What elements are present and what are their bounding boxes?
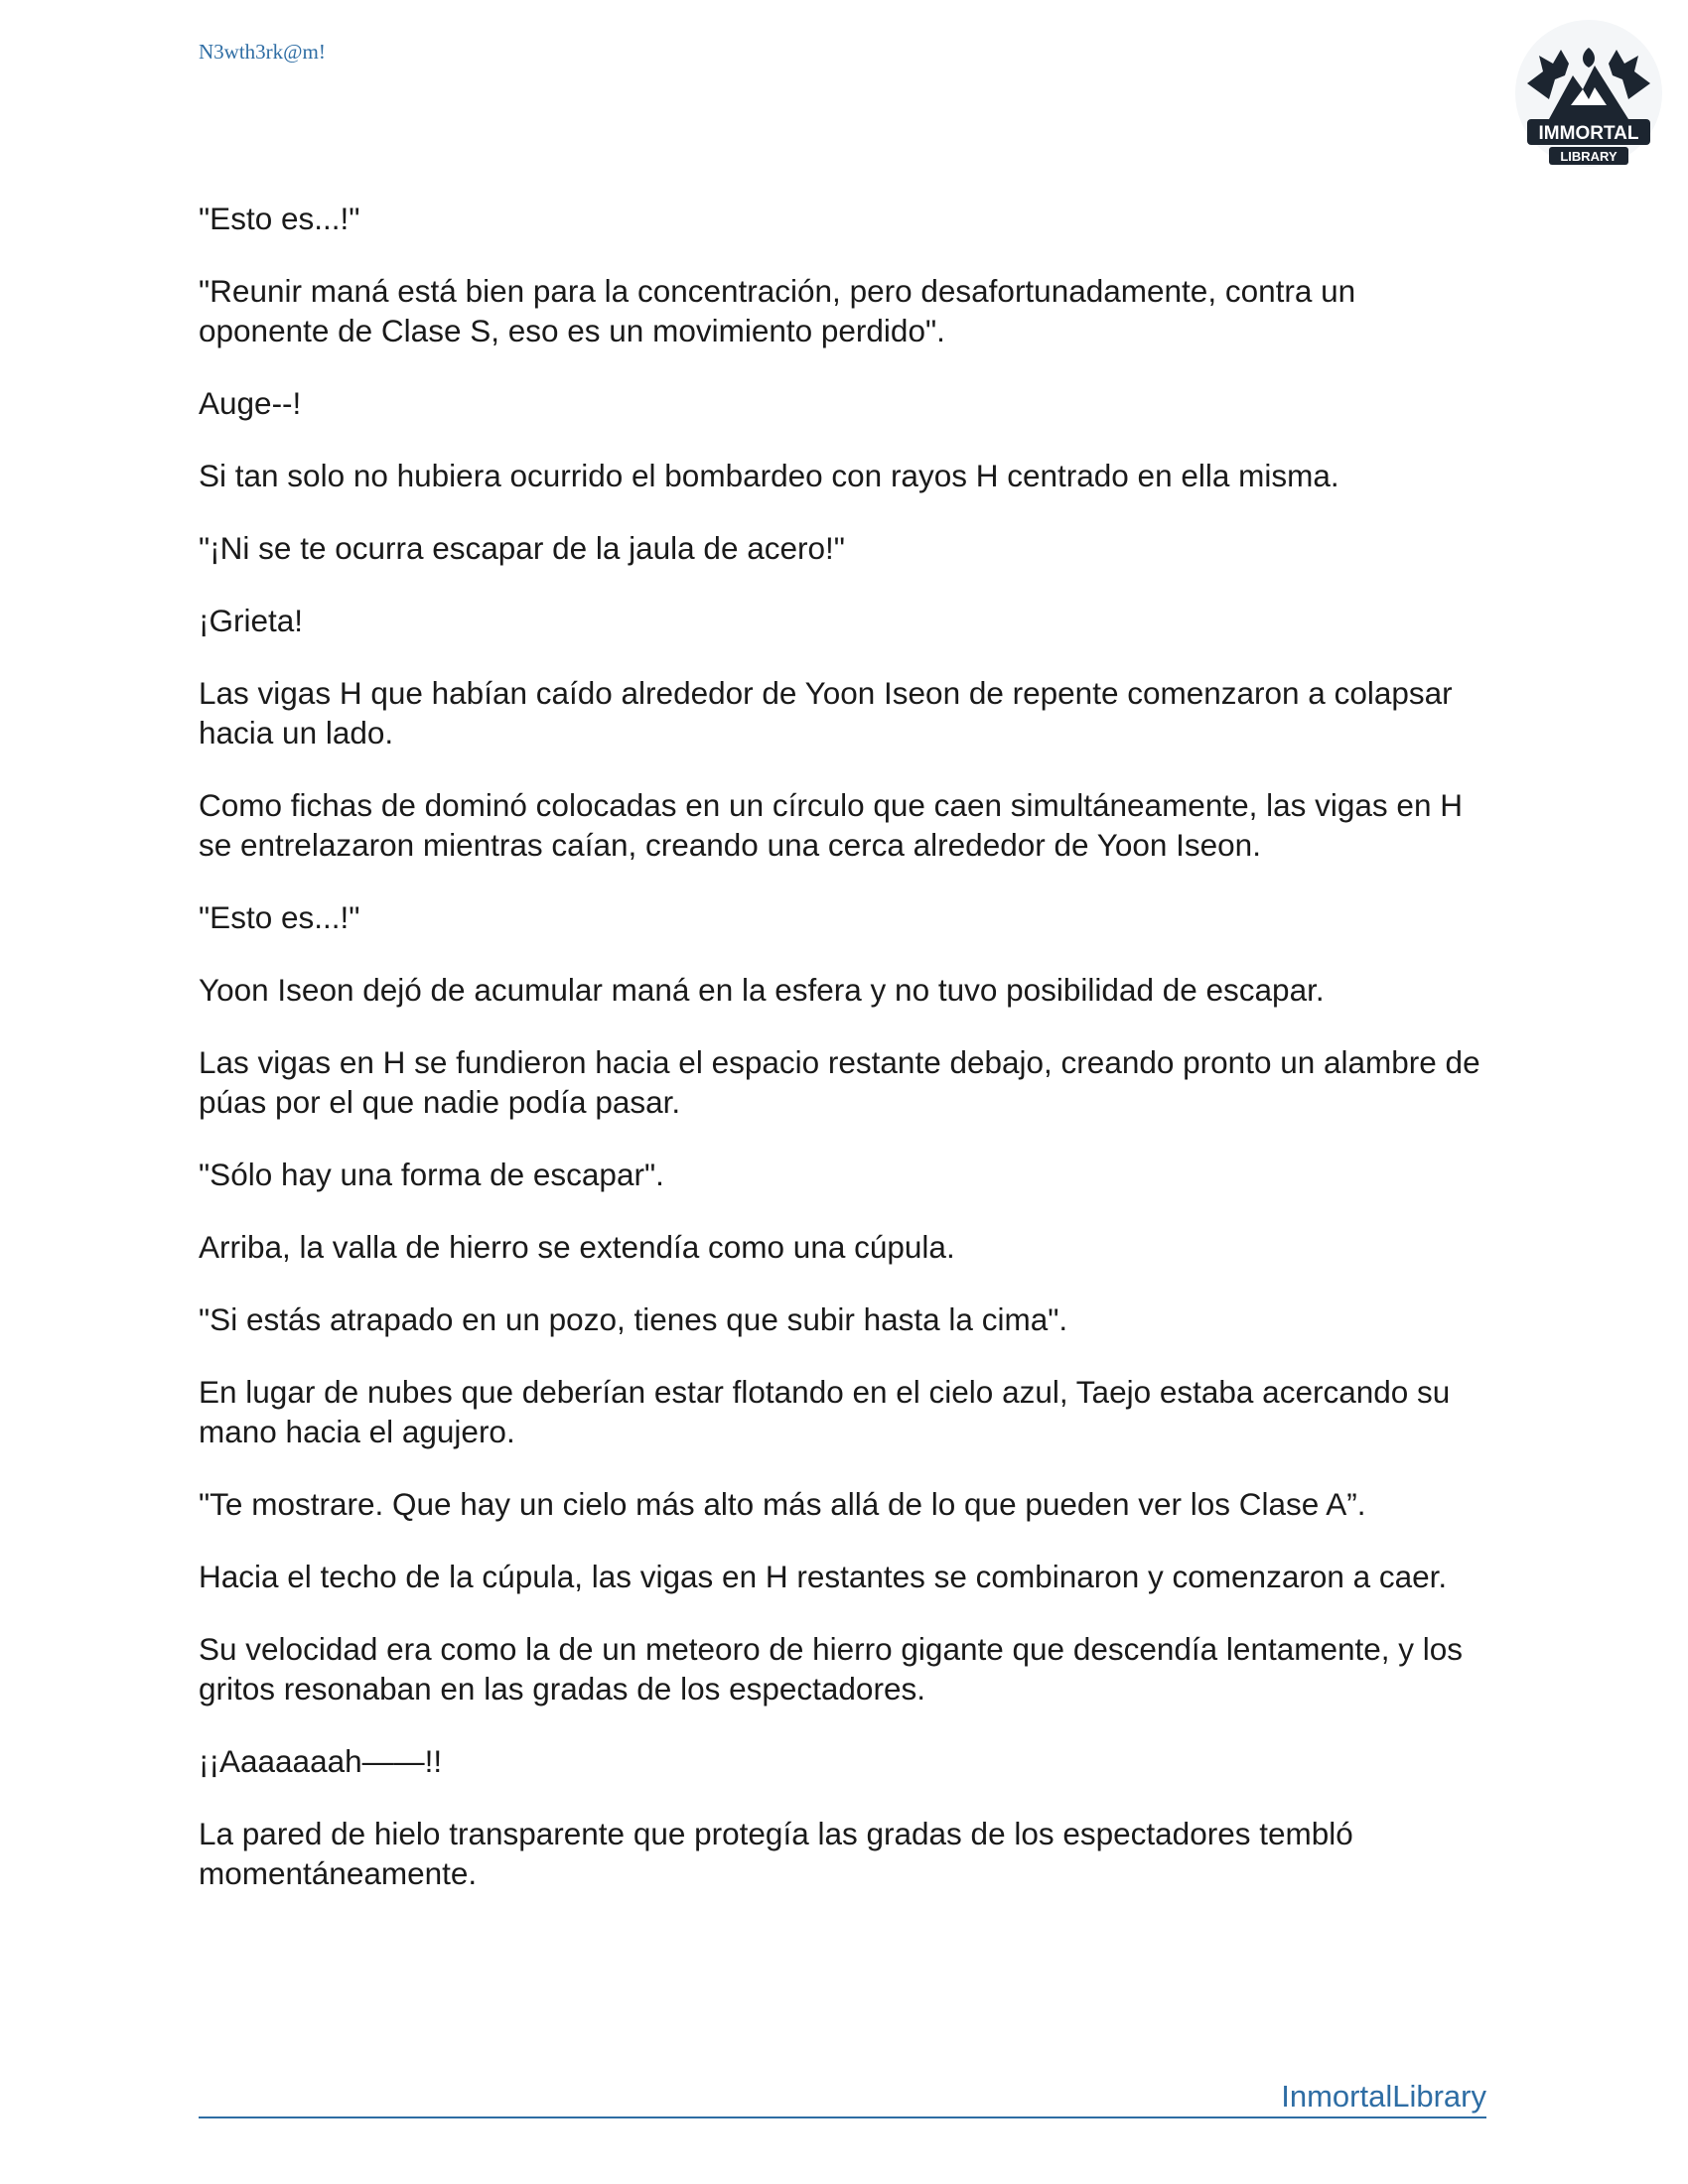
paragraph: Su velocidad era como la de un meteoro de hierro gigante que descendía lentamente, y los gritos resonaban en las gradas de los espectadores. (199, 1631, 1464, 1706)
paragraph: En lugar de nubes que deberían estar flotando en el cielo azul, Taejo estaba acercando su mano hacia el agujero. (199, 1374, 1451, 1449)
logo-line1: IMMORTAL (1538, 123, 1639, 144)
paragraph: Las vigas H que habían caído alrededor de Yoon Iseon de repente comenzaron a colapsar hacia un lado. (199, 675, 1453, 751)
watermark-text: N3wth3rk@m! (199, 40, 326, 64)
paragraph: "Esto es...!" (199, 201, 360, 236)
paragraph: Las vigas en H se fundieron hacia el espacio restante debajo, creando pronto un alambre de púas por el que nadie podía pasar. (199, 1044, 1480, 1120)
paragraph: "Si estás atrapado en un pozo, tienes que subir hasta la cima". (199, 1301, 1068, 1337)
paragraph: Auge--! (199, 385, 302, 421)
paragraph: "¡Ni se te ocurra escapar de la jaula de acero!" (199, 530, 845, 566)
footer-link[interactable]: InmortalLibrary (1281, 2079, 1486, 2114)
chapter-text (199, 199, 1489, 1926)
paragraph: La pared de hielo transparente que protegía las gradas de los espectadores tembló momentáneamente. (199, 1816, 1353, 1891)
immortal-library-logo (1509, 14, 1668, 183)
paragraph: "Esto es...!" (199, 899, 360, 935)
paragraph: "Reunir maná está bien para la concentración, pero desafortunadamente, contra un oponente de Clase S, eso es un movimiento perdido". (199, 273, 1356, 348)
paragraph: ¡¡Aaaaaaah——!! (199, 1743, 443, 1779)
paragraph: Como fichas de dominó colocadas en un círculo que caen simultáneamente, las vigas en H se entrelazaron mientras caían, creando una cerca alrededor de Yoon Iseon. (199, 787, 1463, 863)
paragraph: ¡Grieta! (199, 603, 304, 638)
paragraph: Hacia el techo de la cúpula, las vigas en H restantes se combinaron y comenzaron a caer. (199, 1559, 1448, 1594)
logo-line2: LIBRARY (1560, 149, 1618, 164)
paragraph: Yoon Iseon dejó de acumular maná en la esfera y no tuvo posibilidad de escapar. (199, 972, 1325, 1008)
paragraph: "Te mostrare. Que hay un cielo más alto más allá de lo que pueden ver los Clase A”. (199, 1486, 1366, 1522)
paragraph: Si tan solo no hubiera ocurrido el bombardeo con rayos H centrado en ella misma. (199, 458, 1339, 493)
paragraph: "Sólo hay una forma de escapar". (199, 1157, 664, 1192)
logo-emblem-icon (1509, 14, 1668, 183)
footer-rule (199, 2075, 1486, 2118)
paragraph: Arriba, la valla de hierro se extendía como una cúpula. (199, 1229, 955, 1265)
